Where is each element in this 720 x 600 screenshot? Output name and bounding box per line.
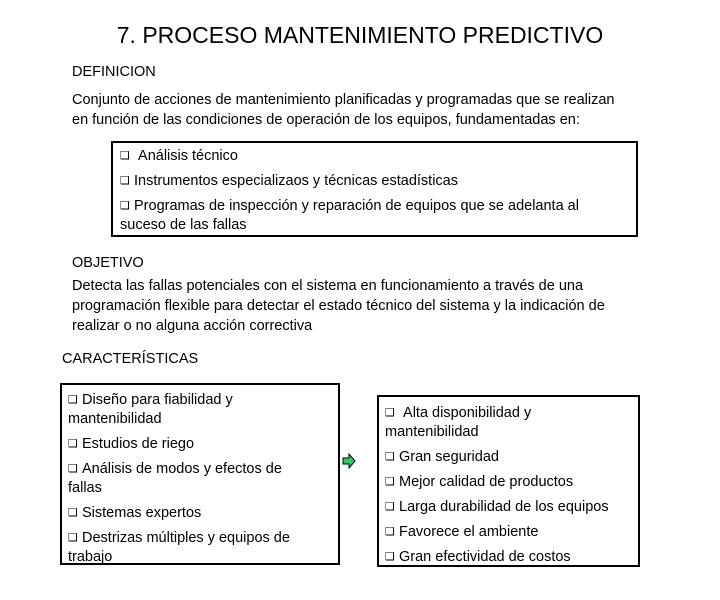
objetivo-text-line: programación flexible para detectar el estado técnico del sistema y la indicación de [72, 298, 605, 314]
checkbox-bullet-icon: ❑ [68, 437, 78, 450]
definicion-text [72, 90, 692, 130]
checkbox-bullet-icon: ❑ [120, 199, 130, 212]
right-arrow-icon [342, 453, 356, 469]
list-item: ❑ Favorece el ambiente [385, 524, 539, 540]
definicion-heading: DEFINICION [72, 64, 156, 80]
list-item: ❑ Análisis técnico [120, 148, 238, 164]
checkbox-bullet-icon: ❑ [385, 525, 395, 538]
list-item: ❑ Sistemas expertos [68, 505, 202, 521]
list-item: ❑ Gran efectividad de costos [385, 549, 571, 565]
list-item: ❑ Estudios de riego [68, 436, 195, 452]
list-item: ❑ Alta disponibilidad y mantenibilidad [385, 405, 532, 440]
caracteristicas-heading: CARACTERÍSTICAS [62, 351, 199, 367]
list-item: ❑ Diseño para fiabilidad y mantenibilidad [68, 392, 233, 427]
checkbox-bullet-icon: ❑ [385, 475, 395, 488]
checkbox-bullet-icon: ❑ [385, 500, 395, 513]
page-title: 7. PROCESO MANTENIMIENTO PREDICTIVO [116, 22, 604, 48]
checkbox-bullet-icon: ❑ [385, 550, 395, 563]
objetivo-text-line: Detecta las fallas potenciales con el sistema en funcionamiento a través de una [72, 278, 584, 294]
checkbox-bullet-icon: ❑ [68, 531, 78, 544]
definicion-text-line: en función de las condiciones de operación de los equipos, fundamentadas en: [72, 112, 580, 128]
checkbox-bullet-icon: ❑ [68, 462, 78, 475]
checkbox-bullet-icon: ❑ [68, 393, 78, 406]
checkbox-bullet-icon: ❑ [68, 506, 78, 519]
checkbox-bullet-icon: ❑ [385, 406, 395, 419]
definicion-box [111, 141, 638, 237]
checkbox-bullet-icon: ❑ [120, 174, 130, 187]
caracteristicas-left-box [60, 383, 340, 565]
list-item: ❑ Mejor calidad de productos [385, 474, 574, 490]
objetivo-text-line: realizar o no alguna acción correctiva [72, 318, 313, 334]
list-item: ❑ Destrizas múltiples y equipos de trabajo [68, 530, 290, 565]
objetivo-text [72, 276, 692, 336]
list-item: ❑ Instrumentos especializaos y técnicas estadísticas [120, 173, 458, 189]
caracteristicas-right-box [377, 395, 640, 567]
arrow-shape [343, 454, 355, 468]
list-item: ❑ Análisis de modos y efectos de fallas [68, 461, 282, 496]
list-item: ❑ Gran seguridad [385, 449, 499, 465]
list-item: ❑ Larga durabilidad de los equipos [385, 499, 609, 515]
checkbox-bullet-icon: ❑ [385, 450, 395, 463]
list-item: ❑ Programas de inspección y reparación de equipos que se adelanta al suceso de las fallas [120, 198, 579, 233]
checkbox-bullet-icon: ❑ [120, 149, 130, 162]
definicion-text-line: Conjunto de acciones de mantenimiento planificadas y programadas que se realizan [72, 92, 615, 108]
objetivo-heading: OBJETIVO [72, 255, 144, 271]
